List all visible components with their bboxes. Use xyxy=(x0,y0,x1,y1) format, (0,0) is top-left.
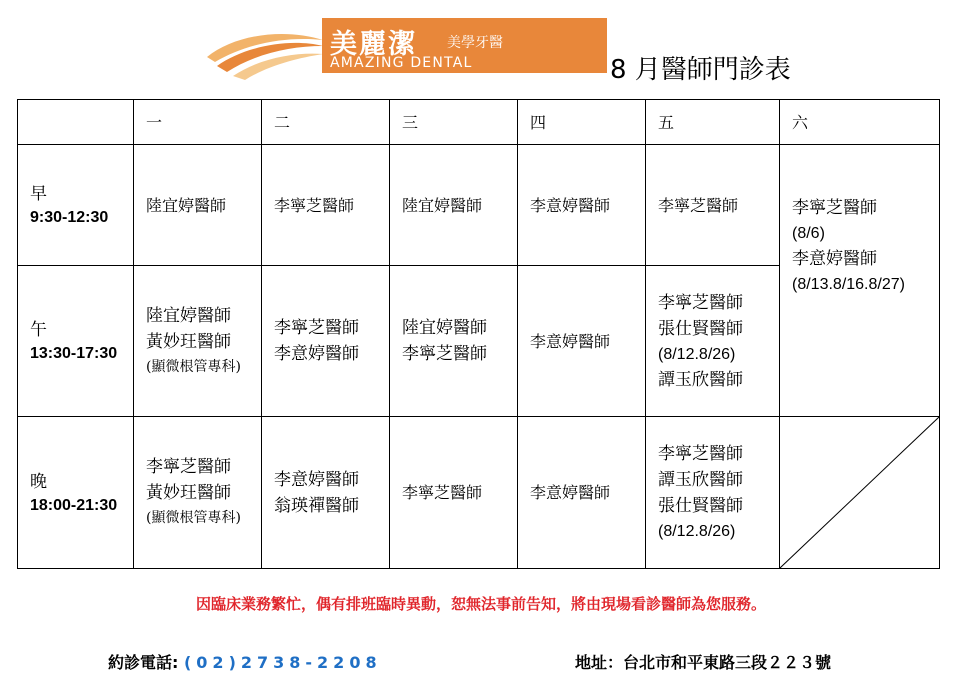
closed-diagonal-icon xyxy=(780,417,939,568)
cell-afternoon-wed xyxy=(390,266,518,417)
brand-name-en: AMAZING DENTAL xyxy=(330,55,473,71)
sat-doctor-2-dates: (8/13.8/16.8/27) xyxy=(792,275,905,293)
sat-doctor-2: 李意婷醫師 xyxy=(792,248,877,269)
slot-time: 18:00-21:30 xyxy=(30,496,118,514)
brand-logo xyxy=(322,18,607,73)
doctor-name: 李寧芝醫師 xyxy=(402,344,487,364)
day-header-mon: 一 xyxy=(134,100,262,145)
doctor-name: 李寧芝醫師 xyxy=(658,444,743,464)
slot-name: 早 xyxy=(30,184,47,204)
cell-morning-tue: 李寧芝醫師 xyxy=(262,145,390,266)
cell-morning-wed: 陸宜婷醫師 xyxy=(390,145,518,266)
cell-evening-thu: 李意婷醫師 xyxy=(518,417,646,569)
cell-evening-tue xyxy=(262,417,390,569)
slot-afternoon xyxy=(18,266,134,417)
evening-row xyxy=(18,417,940,569)
day-header-sat: 六 xyxy=(780,100,940,145)
day-header-wed: 三 xyxy=(390,100,518,145)
date-note: (8/12.8/26) xyxy=(658,345,736,363)
slot-time: 13:30-17:30 xyxy=(30,345,118,362)
slot-time: 9:30-12:30 xyxy=(30,209,109,226)
cell-afternoon-thu: 李意婷醫師 xyxy=(518,266,646,417)
doctor-name: 黃妙玨醫師 xyxy=(146,483,231,503)
cell-evening-wed: 李寧芝醫師 xyxy=(390,417,518,569)
sat-doctor-1: 李寧芝醫師 xyxy=(792,197,877,218)
cell-afternoon-tue xyxy=(262,266,390,417)
footer-phone xyxy=(108,650,382,673)
doctor-name: 李意婷醫師 xyxy=(274,344,359,364)
cell-evening-sat-closed xyxy=(780,417,940,569)
doctor-name: 張仕賢醫師 xyxy=(658,496,743,516)
doctor-name: 譚玉欣醫師 xyxy=(658,470,743,490)
cell-morning-fri: 李寧芝醫師 xyxy=(646,145,780,266)
brand-name-cn-sub: 美學牙醫 xyxy=(447,35,503,51)
doctor-name: 李意婷醫師 xyxy=(274,469,359,490)
cell-evening-mon xyxy=(134,417,262,569)
slot-name: 晚 xyxy=(30,471,47,492)
cell-saturday-day xyxy=(780,145,940,417)
slot-morning xyxy=(18,145,134,266)
cell-evening-fri xyxy=(646,417,780,569)
date-note: (8/12.8/26) xyxy=(658,523,736,540)
doctor-name: 李寧芝醫師 xyxy=(274,318,359,338)
doctor-name: 李寧芝醫師 xyxy=(146,457,231,477)
doctor-name: 張仕賢醫師 xyxy=(658,318,743,339)
page-title: 8 月醫師門診表 xyxy=(610,55,791,85)
doctor-name: 陸宜婷醫師 xyxy=(146,305,231,326)
specialty-note: (顯微根管專科) xyxy=(146,510,241,526)
cell-afternoon-mon xyxy=(134,266,262,417)
schedule-notice: 因臨床業務繁忙，偶有排班臨時異動，恕無法事前告知，將由現場看診醫師為您服務。 xyxy=(195,595,766,613)
day-header-fri: 五 xyxy=(646,100,780,145)
slot-evening xyxy=(18,417,134,569)
schedule-table xyxy=(17,99,940,569)
header-row xyxy=(18,100,940,145)
corner-cell xyxy=(18,100,134,145)
cell-morning-mon: 陸宜婷醫師 xyxy=(134,145,262,266)
phone-label: 約診電話: xyxy=(108,653,179,672)
logo-swoosh-icon xyxy=(205,22,325,82)
doctor-name: 李寧芝醫師 xyxy=(658,292,743,313)
day-header-tue: 二 xyxy=(262,100,390,145)
cell-afternoon-fri xyxy=(646,266,780,417)
doctor-name: 黃妙玨醫師 xyxy=(146,331,231,352)
doctor-name: 陸宜婷醫師 xyxy=(402,318,487,338)
doctor-name: 譚玉欣醫師 xyxy=(658,369,743,390)
morning-row xyxy=(18,145,940,266)
doctor-name: 翁瑛禪醫師 xyxy=(274,495,359,516)
footer-address: 地址：台北市和平東路三段２２３號 xyxy=(575,653,832,672)
specialty-note: (顯微根管專科) xyxy=(146,358,241,375)
brand-name-cn: 美麗潔 xyxy=(330,29,417,60)
cell-morning-thu: 李意婷醫師 xyxy=(518,145,646,266)
slot-name: 午 xyxy=(30,320,47,340)
day-header-thu: 四 xyxy=(518,100,646,145)
phone-number: (02)2738-2208 xyxy=(183,653,382,672)
sat-doctor-1-dates: (8/6) xyxy=(792,224,825,242)
